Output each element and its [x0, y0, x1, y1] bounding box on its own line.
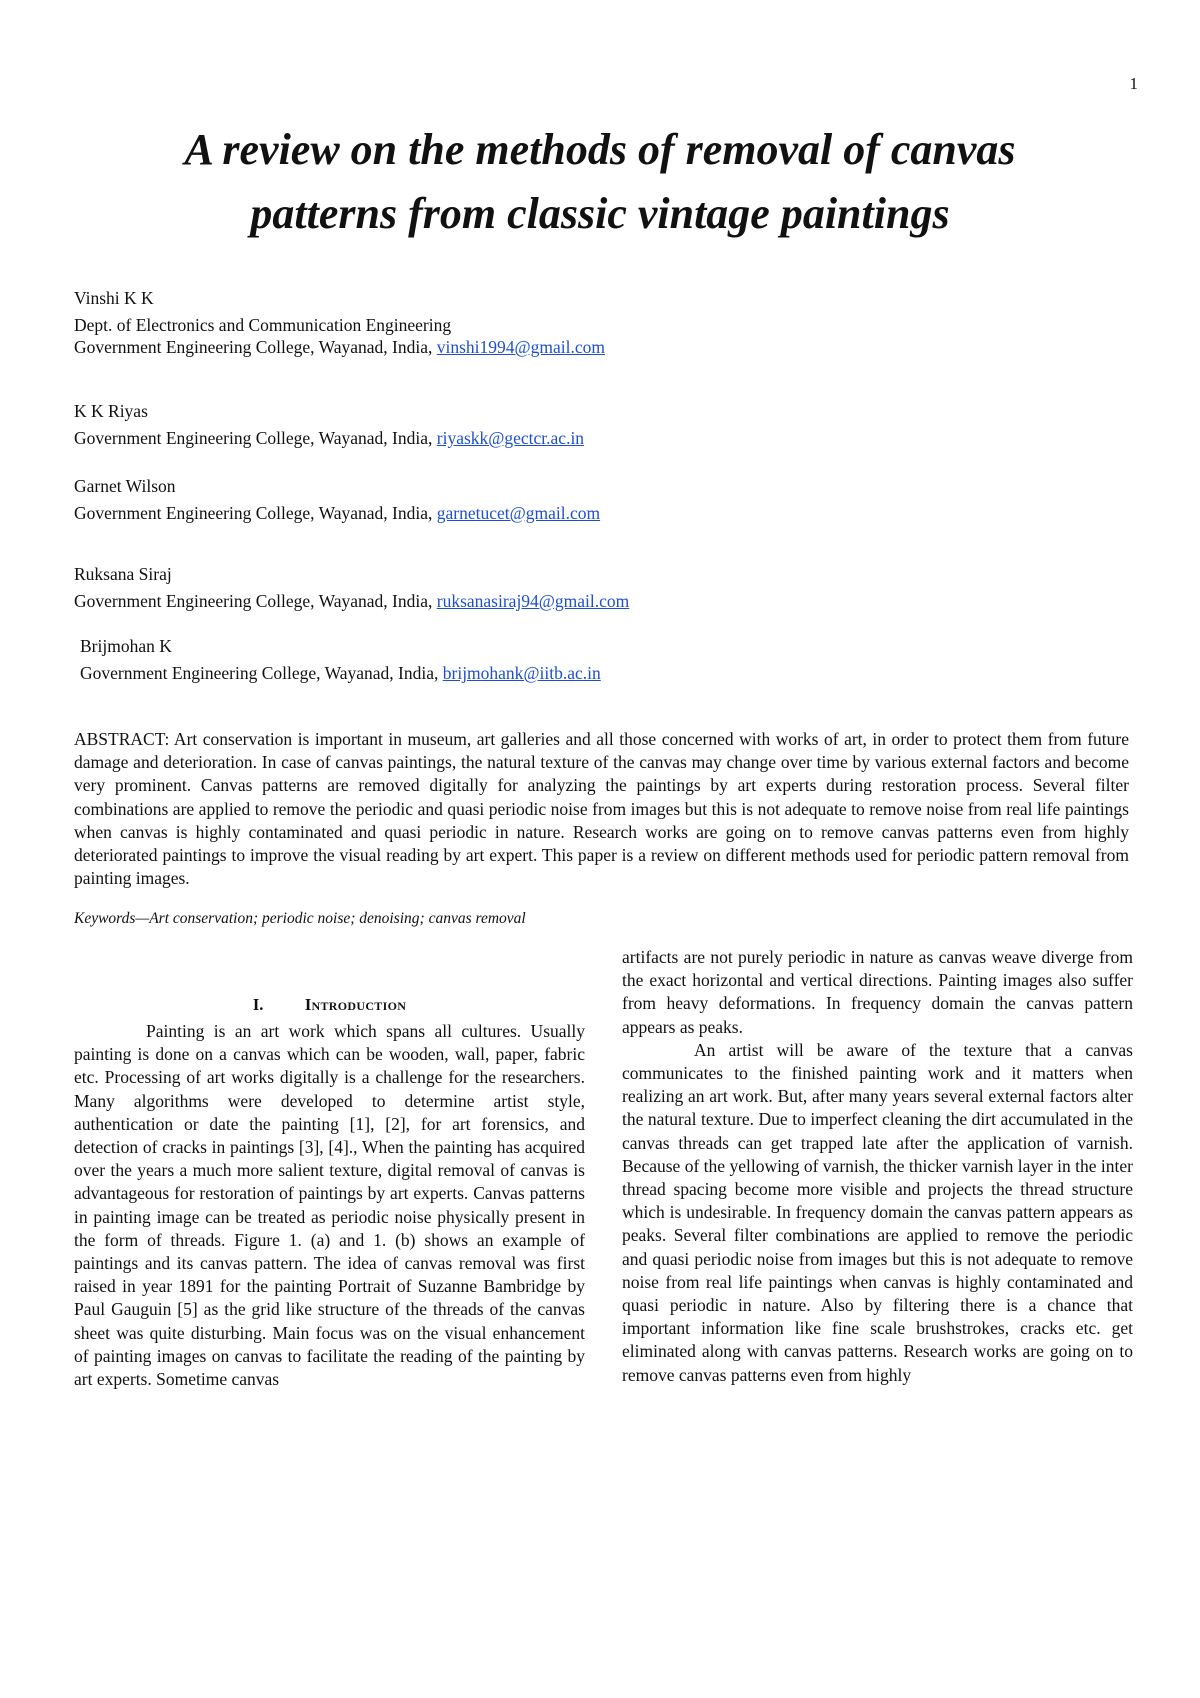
page-number: 1 — [1129, 74, 1138, 93]
author-affiliation — [74, 336, 605, 358]
author-name: Brijmohan K — [80, 636, 172, 656]
author-affiliation — [74, 502, 600, 524]
author-affiliation — [80, 662, 601, 684]
author-affiliation-text: Government Engineering College, Wayanad, India, — [74, 503, 437, 523]
paper-title — [90, 118, 1110, 246]
author-block-3 — [74, 475, 600, 524]
author-email-link[interactable]: ruksanasiraj94@gmail.com — [436, 591, 630, 611]
author-block-5 — [80, 635, 601, 684]
author-name: Ruksana Siraj — [74, 564, 172, 584]
author-block-4 — [74, 563, 629, 612]
author-email-link[interactable]: vinshi1994@gmail.com — [436, 337, 606, 357]
author-name: K K Riyas — [74, 401, 148, 421]
author-affiliation-text: Government Engineering College, Wayanad, India, — [80, 663, 443, 683]
author-department: Dept. of Electronics and Communication Engineering — [74, 315, 452, 335]
author-email-link[interactable]: garnetucet@gmail.com — [436, 503, 601, 523]
title-line-2: patterns from classic vintage paintings — [250, 189, 950, 238]
body-paragraph: Painting is an art work which spans all cultures. Usually painting is done on a canvas which can be wooden, wall, paper, fabric etc. Processing of art works digitally is a challenge for the researchers. Many algorithms were developed to determine artist style, authentication or date the painting [1], [2], for art forensics, and detection of cracks in paintings [3], [4]., When the painting has acquired over the years a much more salient texture, digital removal of canvas is advantageous for restoration of paintings by art experts. Canvas patterns in painting image can be treated as periodic noise physically present in the form of threads. Figure 1. (a) and 1. (b) shows an example of paintings and its canvas pattern. The idea of canvas removal was first raised in year 1891 for the painting Portrait of Suzanne Bambridge by Paul Gauguin [5] as the grid like structure of the threads of the canvas sheet was quite disturbing. Main focus was on the visual enhancement of painting images on canvas to facilitate the reading of the painting by art experts. Sometime canvas — [74, 1021, 585, 1390]
right-column — [622, 946, 1133, 1387]
body-paragraph: An artist will be aware of the texture that a canvas communicates to the finished painting work and it matters when realizing an art work. But, after many years several external factors alter the natural texture. Due to imperfect cleaning the dirt accumulated in the canvas threads can get trapped late after the application of varnish. Because of the yellowing of varnish, the thicker varnish layer in the inter thread spacing become more visible and projects the thread structure which is undesirable. In frequency domain the canvas pattern appears as peaks. Several filter combinations are applied to remove the periodic and quasi periodic noise from images but this is not adequate to remove noise from real life paintings when canvas is highly contaminated and quasi periodic in nature. Also by filtering there is a chance that important information like fine scale brushstrokes, cracks etc. get eliminated along with canvas patterns. Research works are going on to remove canvas patterns even from highly — [622, 1039, 1133, 1385]
author-affiliation — [74, 427, 584, 449]
author-affiliation-text: Government Engineering College, Wayanad, India, — [74, 337, 437, 357]
author-email-link[interactable]: riyaskk@gectcr.ac.in — [436, 428, 585, 448]
abstract: ABSTRACT: Art conservation is important in museum, art galleries and all those concerned with works of art, in order to protect them from future damage and deterioration. In case of canvas paintings, the natural texture of the canvas may change over time by various external factors and become very prominent. Canvas patterns are removed digitally for analyzing the paintings by art experts during restoration process. Several filter combinations are applied to remove the periodic and quasi periodic noise from images but this is not adequate to remove noise from real life paintings when canvas is highly contaminated and quasi periodic in nature. Research works are going on to remove canvas patterns even from highly deteriorated paintings to improve the visual reading by art expert. This paper is a review on different methods used for periodic pattern removal from painting images. — [74, 729, 1129, 889]
author-name: Vinshi K K — [74, 288, 154, 308]
body-paragraph: artifacts are not purely periodic in nature as canvas weave diverge from the exact horizontal and vertical directions. Painting images also suffer from heavy deformations. In frequency domain the canvas pattern appears as peaks. — [622, 947, 1133, 1037]
left-column — [74, 1020, 585, 1391]
author-block-1 — [74, 287, 605, 358]
author-block-2 — [74, 400, 584, 449]
author-email-link[interactable]: brijmohank@iitb.ac.in — [442, 663, 601, 683]
section-heading — [74, 995, 585, 1015]
author-name: Garnet Wilson — [74, 476, 176, 496]
title-line-1: A review on the methods of removal of canvas — [184, 125, 1016, 174]
author-affiliation-text: Government Engineering College, Wayanad, India, — [74, 428, 437, 448]
keywords: Keywords—Art conservation; periodic noise; denoising; canvas removal — [74, 910, 526, 927]
section-title: Introduction — [304, 995, 407, 1014]
author-affiliation-text: Government Engineering College, Wayanad, India, — [74, 591, 437, 611]
section-number: I. — [252, 995, 264, 1014]
author-affiliation — [74, 590, 629, 612]
